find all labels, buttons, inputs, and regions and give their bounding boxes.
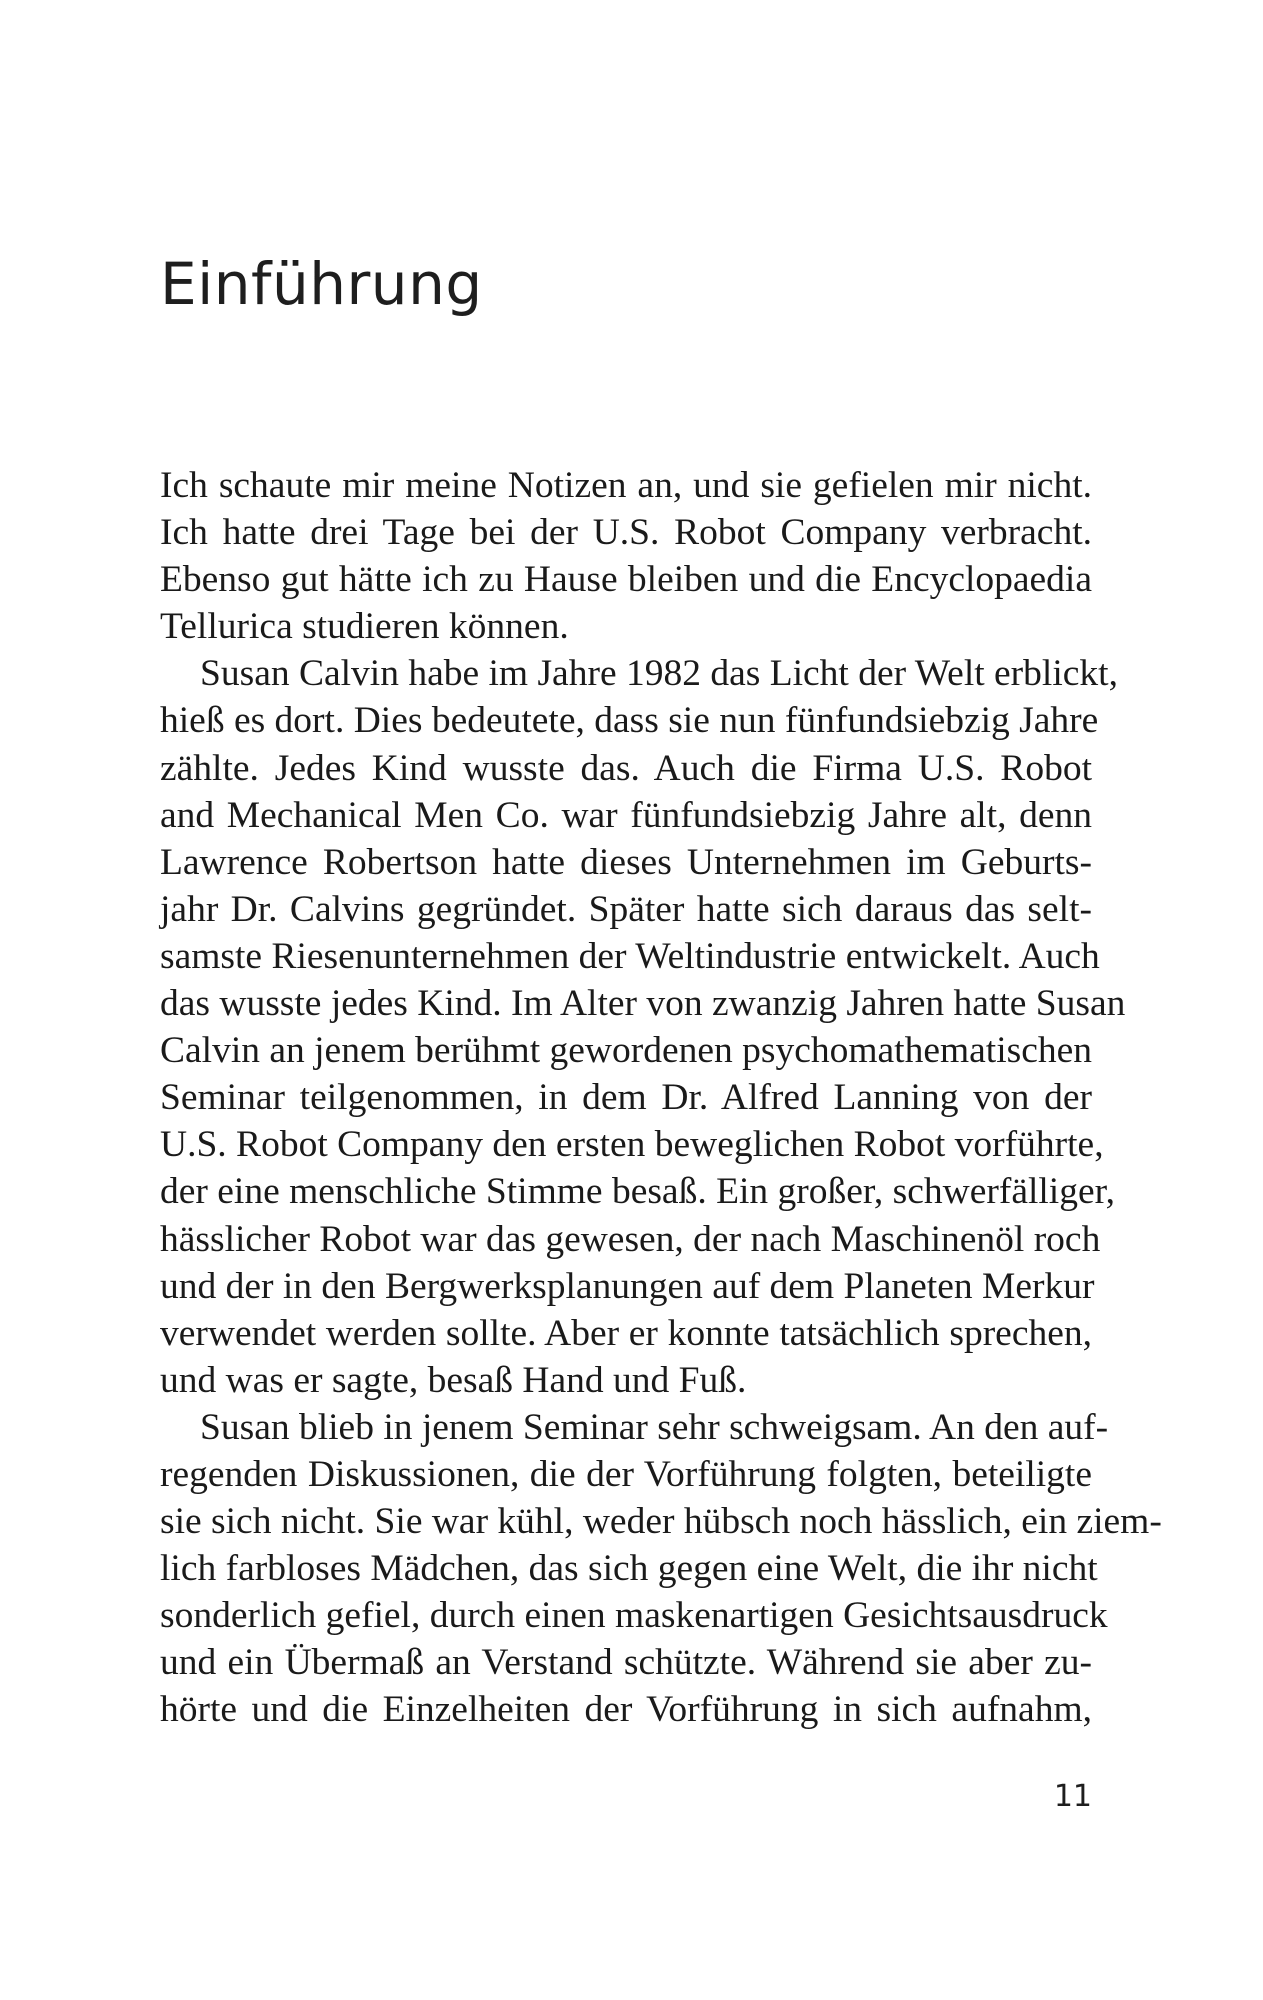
text-line: U.S. Robot Company den ersten beweglichen Robot vorführte,: [160, 1124, 1104, 1166]
text-line: zählte. Jedes Kind wusste das. Auch die Firma U.S. Robot: [160, 747, 1092, 789]
text-line: hörte und die Einzelheiten der Vorführung in sich aufnahm,: [160, 1689, 1092, 1731]
text-line: hieß es dort. Dies bedeutete, dass sie nun fünfundsiebzig Jahre: [160, 700, 1099, 742]
page-number: 11: [1053, 1779, 1092, 1814]
text-line: sie sich nicht. Sie war kühl, weder hübsch noch hässlich, ein ziem-: [160, 1501, 1162, 1543]
text-line: und ein Übermaß an Verstand schützte. Während sie aber zu-: [160, 1642, 1092, 1684]
text-line: der eine menschliche Stimme besaß. Ein großer, schwerfälliger,: [160, 1171, 1115, 1213]
text-line: regenden Diskussionen, die der Vorführung folgten, beteiligte: [160, 1453, 1092, 1495]
text-line: Ich schaute mir meine Notizen an, und sie gefielen mir nicht.: [160, 465, 1092, 506]
text-line: Ebenso gut hätte ich zu Hause bleiben und die Encyclopaedia: [160, 559, 1092, 601]
text-line: hässlicher Robot war das gewesen, der nach Maschinenöl roch: [160, 1218, 1101, 1260]
text-line: Seminar teilgenommen, in dem Dr. Alfred Lanning von der: [160, 1077, 1092, 1119]
text-line: lich farbloses Mädchen, das sich gegen eine Welt, die ihr nicht: [160, 1548, 1098, 1590]
text-line: Lawrence Robertson hatte dieses Unternehmen im Geburts-: [160, 841, 1092, 883]
text-line: and Mechanical Men Co. war fünfundsiebzig Jahre alt, denn: [160, 794, 1092, 836]
text-line: und der in den Bergwerksplanungen auf dem Planeten Merkur: [160, 1265, 1095, 1307]
text-line: Ich hatte drei Tage bei der U.S. Robot Company verbracht.: [160, 512, 1092, 554]
text-line: und was er sagte, besaß Hand und Fuß.: [160, 1359, 747, 1401]
text-line: Susan Calvin habe im Jahre 1982 das Licht der Welt erblickt,: [200, 653, 1118, 695]
text-line: sonderlich gefiel, durch einen maskenartigen Gesichtsausdruck: [160, 1595, 1108, 1637]
text-line: Susan blieb in jenem Seminar sehr schweigsam. An den auf-: [200, 1406, 1109, 1448]
text-line: verwendet werden sollte. Aber er konnte tatsächlich sprechen,: [160, 1312, 1092, 1354]
chapter-title: Einführung: [160, 250, 483, 318]
text-line: Tellurica studieren können.: [160, 606, 569, 648]
body-text: [160, 462, 1162, 1734]
text-line: samste Riesenunternehmen der Weltindustrie entwickelt. Auch: [160, 935, 1100, 977]
text-line: das wusste jedes Kind. Im Alter von zwanzig Jahren hatte Susan: [160, 983, 1126, 1025]
text-line: jahr Dr. Calvins gegründet. Später hatte sich daraus das selt-: [160, 888, 1092, 930]
text-line: Calvin an jenem berühmt gewordenen psychomathematischen: [160, 1030, 1093, 1072]
